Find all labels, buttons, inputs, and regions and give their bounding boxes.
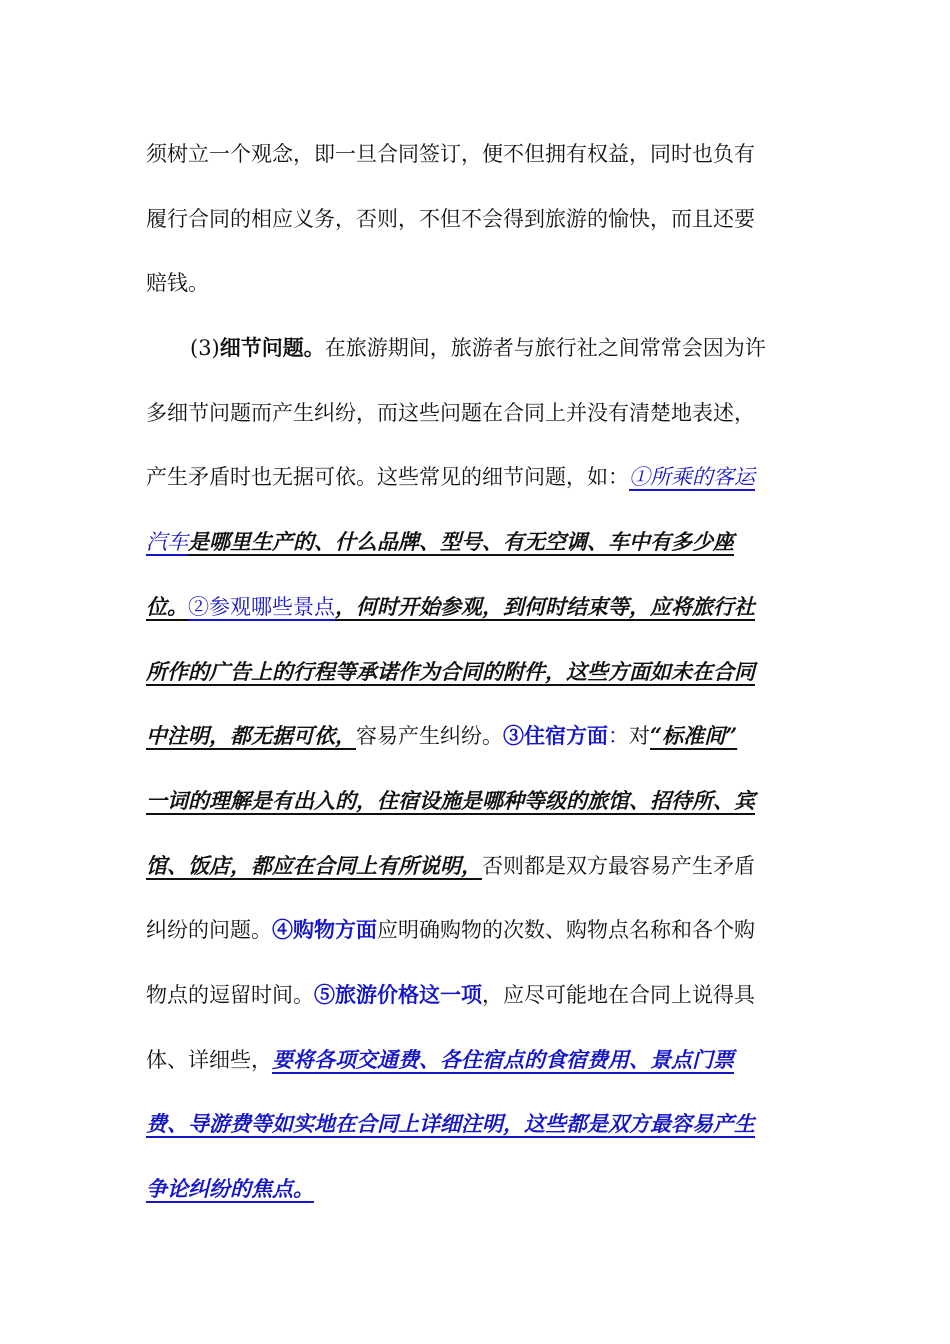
item-4-heading: ④购物方面 xyxy=(272,917,377,943)
item-1-link-cont[interactable]: 汽车 xyxy=(146,530,188,555)
text-line: 多细节问题而产生纠纷，而这些问题在合同上并没有清楚地表述， xyxy=(146,400,755,425)
text-line: 赔钱。 xyxy=(146,271,209,296)
item-2-link[interactable]: ②参观哪些景点 xyxy=(188,594,335,619)
text-run: 否则都是双方最容易产生矛盾 xyxy=(482,853,755,878)
emphasis-run: “标准间” xyxy=(650,723,738,749)
emphasis-run: ，何时开始参观，到何时结束等，应将旅行社 xyxy=(335,593,755,619)
emphasis-run: 馆、饭店，都应在合同上有所说明， xyxy=(146,852,482,878)
text-line xyxy=(146,898,808,963)
section-heading: 细节问题。 xyxy=(219,335,325,361)
emphasis-link[interactable]: 要将各项交通费、各住宿点的食宿费用、景点门票 xyxy=(272,1046,734,1072)
text-run: ，应尽可能地在合同上说得具 xyxy=(482,982,755,1007)
item-1-link[interactable]: ①所乘的客运 xyxy=(629,465,755,490)
text-line xyxy=(146,1092,808,1157)
text-run: 容易产生纠纷。 xyxy=(356,724,503,749)
text-run: 纠纷的问题。 xyxy=(146,918,272,943)
text-run: 对 xyxy=(629,724,650,749)
text-line xyxy=(146,769,808,834)
text-line xyxy=(146,963,808,1028)
text-line: 履行合同的相应义务，否则，不但不会得到旅游的愉快，而且还要 xyxy=(146,206,755,231)
text-run: 应明确购物的次数、购物点名称和各个购 xyxy=(377,918,755,943)
text-line xyxy=(146,510,808,575)
text-line xyxy=(146,575,808,640)
section-heading-line xyxy=(146,316,808,381)
text-line xyxy=(146,1028,808,1093)
text-line xyxy=(146,704,808,769)
text-line: 须树立一个观念，即一旦合同签订，便不但拥有权益，同时也负有 xyxy=(146,142,755,166)
emphasis-link[interactable]: 费、导游费等如实地在合同上详细注明，这些都是双方最容易产生 xyxy=(146,1111,755,1137)
text-run: 产生矛盾时也无据可依。这些常见的细节问题，如： xyxy=(146,465,629,490)
item-5-heading: ⑤旅游价格这一项 xyxy=(314,981,482,1007)
section-number: (3) xyxy=(190,336,220,361)
text-line xyxy=(146,445,808,510)
emphasis-run: 位。 xyxy=(146,593,188,619)
emphasis-run: 是哪里生产的、什么品牌、型号、有无空调、车中有多少座 xyxy=(188,529,734,555)
emphasis-run: 中注明，都无据可依， xyxy=(146,723,356,749)
text-run: ： xyxy=(608,724,629,749)
emphasis-run: 一词的理解是有出入的，住宿设施是哪种等级的旅馆、招待所、宾 xyxy=(146,787,755,813)
text-line xyxy=(146,1157,808,1222)
text-line xyxy=(146,834,808,899)
text-run: 在旅游期间，旅游者与旅行社之间常常会因为许 xyxy=(324,336,766,361)
text-run: 物点的逗留时间。 xyxy=(146,982,314,1007)
item-3-heading: ③住宿方面 xyxy=(503,723,608,749)
document-page xyxy=(146,122,808,1222)
emphasis-link[interactable]: 争论纠纷的焦点。 xyxy=(146,1176,314,1201)
text-run: 体、详细些， xyxy=(146,1047,272,1072)
emphasis-run: 所作的广告上的行程等承诺作为合同的附件，这些方面如未在合同 xyxy=(146,658,755,684)
text-line xyxy=(146,640,808,705)
